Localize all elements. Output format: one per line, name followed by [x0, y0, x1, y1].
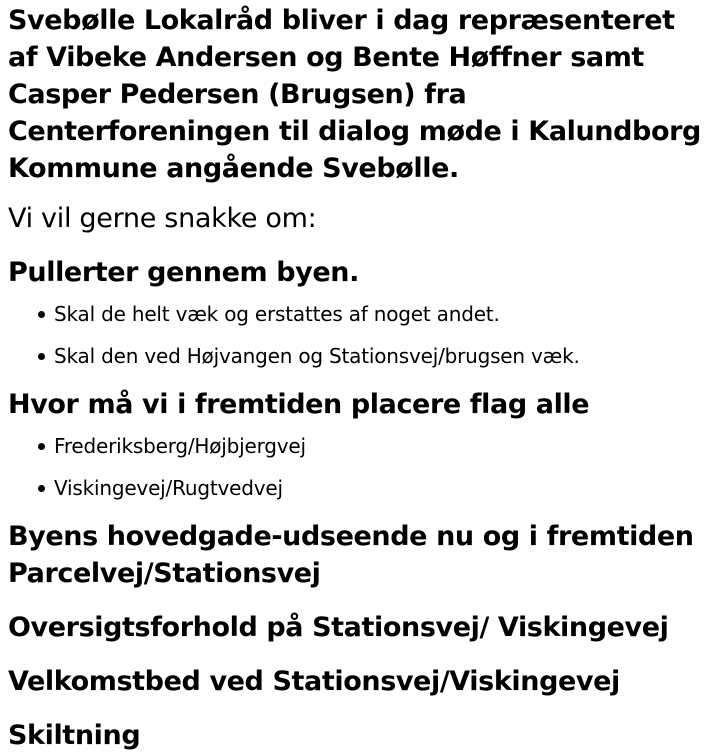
- section-heading-flag: Hvor må vi i fremtiden placere flag alle: [8, 389, 590, 420]
- list-item-text: Viskingevej/Rugtvedvej: [54, 476, 283, 500]
- list-item: [38, 474, 702, 502]
- list-item: [38, 300, 702, 328]
- bullet-icon: [38, 485, 45, 492]
- section-heading-pullerter: Pullerter gennem byen.: [8, 257, 359, 288]
- bullet-icon: [38, 311, 45, 318]
- bullet-icon: [38, 353, 45, 360]
- section-heading-hovedgade: Byens hovedgade-udseende nu og i fremtiden Parcelvej/Stationsvej: [8, 521, 694, 589]
- lead-paragraph: Vi vil gerne snakke om:: [8, 203, 317, 234]
- section-heading-velkomstbed: Velkomstbed ved Stationsvej/Viskingevej: [8, 666, 620, 697]
- section-heading-skiltning: Skiltning: [8, 720, 141, 751]
- list-item-text: Skal den ved Højvangen og Stationsvej/brugsen væk.: [54, 344, 580, 368]
- list-item-text: Skal de helt væk og erstattes af noget andet.: [54, 302, 500, 326]
- section-heading-oversigtsforhold: Oversigtsforhold på Stationsvej/ Viskingevej: [8, 612, 669, 643]
- document-body: [0, 2, 710, 754]
- list-item: [38, 342, 702, 370]
- bullet-icon: [38, 443, 45, 450]
- list-item-text: Frederiksberg/Højbjergvej: [54, 434, 306, 458]
- list-pullerter: [8, 300, 702, 370]
- list-item: [38, 432, 702, 460]
- list-flag: [8, 432, 702, 502]
- intro-paragraph: Svebølle Lokalråd bliver i dag repræsenteret af Vibeke Andersen og Bente Høffner samt Casper Pedersen (Brugsen) fra Centerforeningen til dialog møde i Kalundborg Kommune angående Svebølle.: [8, 5, 701, 184]
